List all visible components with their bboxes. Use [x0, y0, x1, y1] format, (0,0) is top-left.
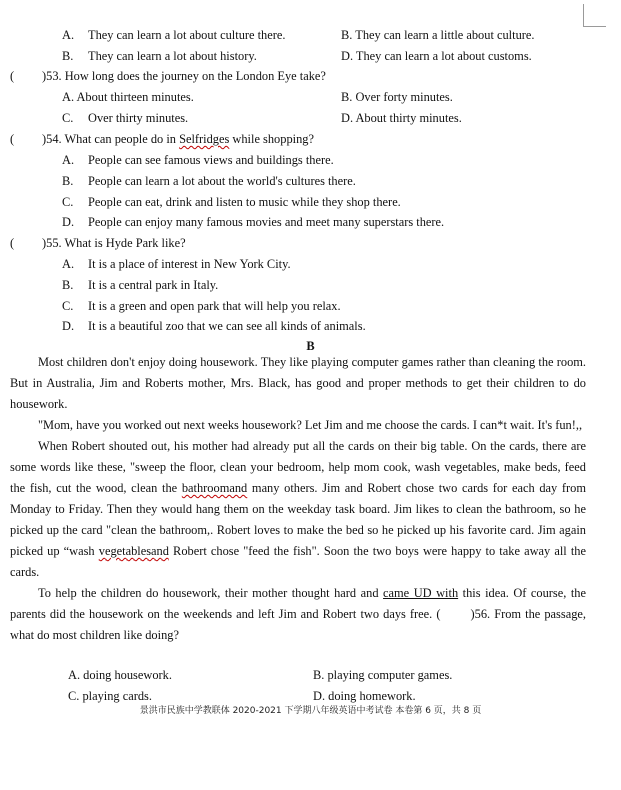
- option-row: [0, 150, 621, 171]
- option-b: B. Over forty minutes.: [341, 90, 453, 104]
- question-54: [0, 129, 621, 150]
- option-d: D. They can learn a lot about customs.: [341, 49, 532, 63]
- option-c: C. People can eat, drink and listen to music while they shop there.: [62, 195, 401, 209]
- option-d: D. People can enjoy many famous movies and meet many superstars there.: [62, 215, 445, 229]
- option-row: [0, 25, 621, 46]
- option-d: D. doing homework.: [313, 689, 416, 703]
- answer-paren: (: [10, 69, 15, 83]
- question-text: )53. How long does the journey on the London Eye take?: [42, 69, 326, 83]
- option-row: [0, 316, 621, 337]
- option-a: A. About thirteen minutes.: [62, 90, 194, 104]
- paragraph: To help the children do housework, their mother thought hard and came UD with this idea. Of course, the parents did the housework on the weekends and left Jim and Robert two days free. ( )56. From the passage, what do most children like doing?: [10, 586, 586, 642]
- option-b: B. They can learn a lot about history.: [62, 49, 257, 63]
- option-d: D. It is a beautiful zoo that we can see all kinds of animals.: [62, 319, 366, 333]
- answer-paren: (: [10, 236, 15, 250]
- option-row: [0, 254, 621, 275]
- question-text: )55. What is Hyde Park like?: [42, 236, 186, 250]
- page-footer: 景洪市民族中学教联体 2020-2021 下学期八年级英语中考试卷 本卷第 6 页，共 8 页: [139, 706, 482, 716]
- option-row: [0, 108, 621, 129]
- option-c: C. It is a green and open park that will help you relax.: [62, 299, 341, 313]
- option-b: B. playing computer games.: [313, 668, 453, 682]
- answer-paren: (: [10, 132, 15, 146]
- section-heading: B: [306, 339, 315, 353]
- option-b: B. They can learn a little about culture.: [341, 28, 535, 42]
- question-53: [0, 66, 621, 87]
- option-a: A. People can see famous views and buildings there.: [62, 153, 334, 167]
- option-a: A. They can learn a lot about culture there.: [62, 28, 286, 42]
- option-row: [0, 46, 621, 67]
- option-row: [0, 171, 621, 192]
- question-text: )54. What can people do in Selfridges while shopping?: [42, 132, 314, 146]
- question-55: [0, 233, 621, 254]
- option-b: B. It is a central park in Italy.: [62, 278, 219, 292]
- option-row: [0, 212, 621, 233]
- option-a: A. It is a place of interest in New York City.: [62, 257, 291, 271]
- option-d: D. About thirty minutes.: [341, 111, 462, 125]
- paragraph: When Robert shouted out, his mother had already put all the cards on their big table. On the cards, there are some words like these, "sweep the floor, clean your bedroom, help mom cook, wash vegetables, make beds, feed the fish, cut the wood, clean the bathroomand many others. Jim and Robert chose two cards for each day from Monday to Friday. Then they would hang them on the weekday task board. Jim likes to clean the bathroom, so he picked up the card "clean the bathroom,. Robert loves to make the bed so he picked up his favorite card. Jim again picked up “wash vegetablesand Robert chose "feed the fish". Soon the two boys were happy to take away all the cards.: [10, 439, 587, 579]
- option-a: A. doing housework.: [68, 668, 172, 682]
- paragraph: "Mom, have you worked out next weeks housework? Let Jim and me choose the cards. I can*t wait. It's fun!,,: [38, 418, 583, 432]
- option-b: B. People can learn a lot about the world's cultures there.: [62, 174, 356, 188]
- option-row: [0, 275, 621, 296]
- option-row: [0, 192, 621, 213]
- option-row: [0, 296, 621, 317]
- paragraph: Most children don't enjoy doing housework. They like playing computer games rather than cleaning the room. But in Australia, Jim and Roberts mother, Mrs. Black, has good and proper methods to get their children to do housework.: [10, 355, 586, 411]
- option-row: [0, 665, 621, 686]
- option-row: [0, 87, 621, 108]
- option-c: C. playing cards.: [68, 689, 152, 703]
- option-c: C. Over thirty minutes.: [62, 111, 189, 125]
- reading-passage: [10, 352, 586, 646]
